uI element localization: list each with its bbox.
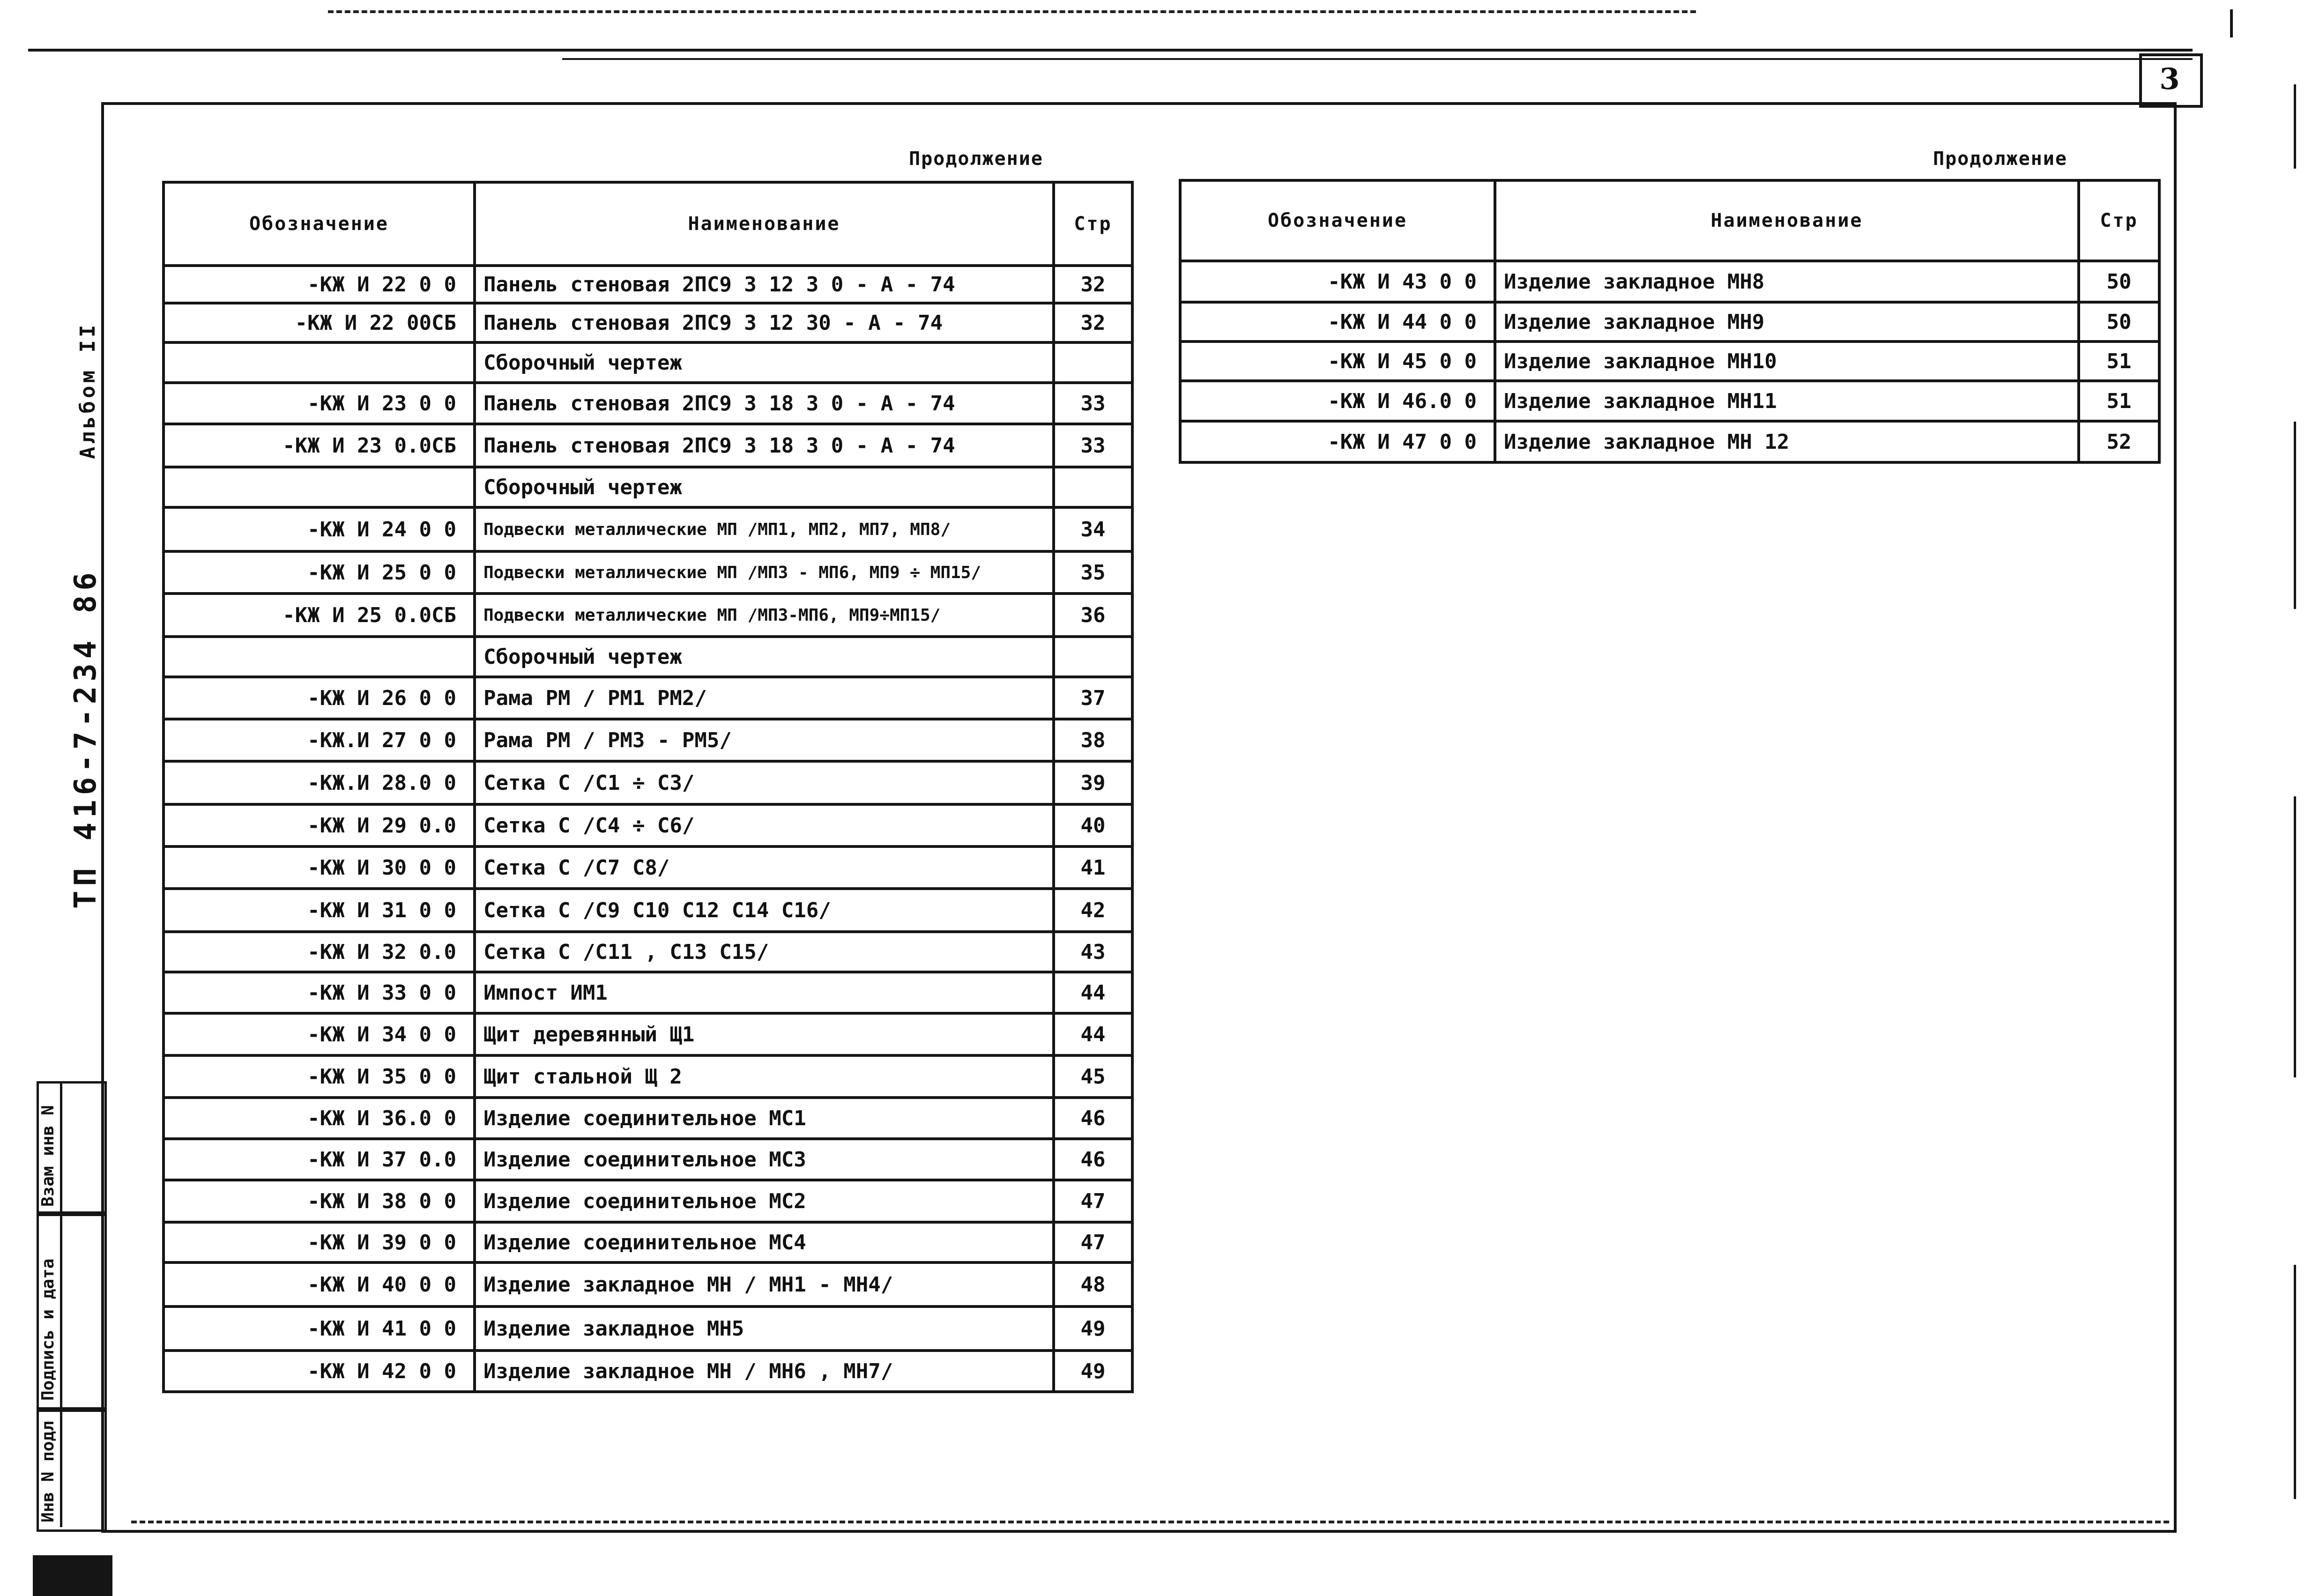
row-page: 38 — [1054, 719, 1132, 761]
row-code: -КЖ И 24 0 0 — [164, 507, 475, 551]
row-page: 43 — [1054, 932, 1132, 972]
row-code: -КЖ И 23 0.0СБ — [164, 424, 475, 467]
row-page: 51 — [2079, 381, 2159, 421]
row-page: 44 — [1054, 972, 1132, 1013]
row-name: Панель стеновая 2ПС9 3 18 3 0 - А - 74 — [475, 424, 1054, 467]
row-code — [164, 342, 475, 383]
row-code: -КЖ.И 27 0 0 — [164, 719, 475, 761]
row-code: -КЖ И 31 0 0 — [164, 889, 475, 932]
table-row — [164, 1180, 1132, 1222]
row-page: 36 — [1054, 594, 1132, 637]
table-row — [164, 637, 1132, 677]
row-page: 48 — [1054, 1262, 1132, 1306]
row-code: -КЖ И 40 0 0 — [164, 1262, 475, 1306]
row-code: -КЖ И 32 0.0 — [164, 932, 475, 972]
row-name: Изделие закладное МН10 — [1495, 341, 2079, 381]
row-code: -КЖ И 30 0 0 — [164, 846, 475, 889]
row-page: 37 — [1054, 677, 1132, 719]
row-page: 32 — [1054, 266, 1132, 303]
row-code: -КЖ И 29 0.0 — [164, 804, 475, 846]
row-page: 52 — [2079, 421, 2159, 462]
left-register-table — [162, 181, 1134, 1393]
row-name: Изделие закладное МН / МН1 - МН4/ — [475, 1262, 1054, 1306]
row-page: 35 — [1054, 551, 1132, 594]
row-name: Сетка С /С4 ÷ С6/ — [475, 804, 1054, 846]
row-page — [1054, 637, 1132, 677]
row-name: Сетка С /С7 С8/ — [475, 846, 1054, 889]
left-continuation-label: Продолжение — [909, 148, 1043, 170]
row-name: Изделие закладное МН9 — [1495, 302, 2079, 341]
header-code: Обозначение — [164, 182, 475, 266]
table-row — [164, 677, 1132, 719]
top-rule-2 — [562, 58, 2193, 60]
row-name: Подвески металлические МП /МП3 - МП6, МП9 ÷ МП15/ — [475, 551, 1054, 594]
row-page: 50 — [2079, 261, 2159, 302]
row-code: -КЖ И 43 0 0 — [1180, 261, 1495, 302]
row-code: -КЖ И 26 0 0 — [164, 677, 475, 719]
right-table-body — [1180, 261, 2159, 462]
row-code — [164, 637, 475, 677]
row-name: Изделие закладное МН5 — [475, 1306, 1054, 1351]
row-code: -КЖ И 39 0 0 — [164, 1222, 475, 1262]
table-row — [1180, 341, 2159, 381]
row-name: Изделие соединительное МС1 — [475, 1098, 1054, 1139]
row-code: -КЖ И 34 0 0 — [164, 1013, 475, 1055]
row-name: Сборочный чертеж — [475, 342, 1054, 383]
margin-mark — [2294, 422, 2296, 609]
row-code: -КЖ И 44 0 0 — [1180, 302, 1495, 341]
table-row — [164, 1262, 1132, 1306]
row-name: Подвески металлические МП /МП3-МП6, МП9÷МП15/ — [475, 594, 1054, 637]
row-page: 51 — [2079, 341, 2159, 381]
black-corner-block — [33, 1555, 112, 1596]
row-code: -КЖ И 42 0 0 — [164, 1351, 475, 1392]
table-row — [164, 424, 1132, 467]
project-code: ТП 416-7-234 86 — [68, 568, 103, 909]
table-row — [164, 507, 1132, 551]
row-code: -КЖ И 25 0 0 — [164, 551, 475, 594]
row-name: Сборочный чертеж — [475, 467, 1054, 507]
table-row — [164, 266, 1132, 303]
row-name: Сетка С /С9 С10 С12 С14 С16/ — [475, 889, 1054, 932]
table-row — [1180, 381, 2159, 421]
table-row — [164, 761, 1132, 804]
row-name: Щит деревянный Щ1 — [475, 1013, 1054, 1055]
stamp-vzam-inv: Взам инв N — [38, 1105, 58, 1207]
row-name: Изделие закладное МН 12 — [1495, 421, 2079, 462]
table-row — [164, 1139, 1132, 1180]
row-page: 33 — [1054, 424, 1132, 467]
header-page: Стр — [1054, 182, 1132, 266]
margin-mark — [2294, 796, 2296, 1077]
row-name: Изделие закладное МН11 — [1495, 381, 2079, 421]
table-row — [164, 846, 1132, 889]
table-row — [164, 1013, 1132, 1055]
row-code — [164, 467, 475, 507]
row-page — [1054, 467, 1132, 507]
row-name: Изделие соединительное МС3 — [475, 1139, 1054, 1180]
row-page: 33 — [1054, 383, 1132, 424]
table-row — [164, 1351, 1132, 1392]
page-number: 3 — [2159, 61, 2180, 96]
row-name: Сборочный чертеж — [475, 637, 1054, 677]
row-page: 49 — [1054, 1351, 1132, 1392]
table-row — [164, 804, 1132, 846]
header-name: Наименование — [475, 182, 1054, 266]
row-code: -КЖ И 25 0.0СБ — [164, 594, 475, 637]
row-code: -КЖ И 47 0 0 — [1180, 421, 1495, 462]
table-row — [164, 889, 1132, 932]
row-name: Изделие соединительное МС4 — [475, 1222, 1054, 1262]
margin-mark — [2230, 9, 2233, 37]
top-dashed-line — [328, 10, 1696, 13]
right-continuation-label: Продолжение — [1933, 148, 2067, 170]
row-name: Рама РМ / РМ3 - РМ5/ — [475, 719, 1054, 761]
row-page: 47 — [1054, 1180, 1132, 1222]
table-row — [164, 594, 1132, 637]
row-code: -КЖ.И 28.0 0 — [164, 761, 475, 804]
header-code: Обозначение — [1180, 180, 1495, 261]
row-code: -КЖ И 38 0 0 — [164, 1180, 475, 1222]
row-code: -КЖ И 22 0 0 — [164, 266, 475, 303]
row-name: Сетка С /С11 , С13 С15/ — [475, 932, 1054, 972]
row-name: Сетка С /С1 ÷ С3/ — [475, 761, 1054, 804]
row-name: Изделие закладное МН / МН6 , МН7/ — [475, 1351, 1054, 1392]
margin-mark — [2294, 1265, 2296, 1499]
row-page: 46 — [1054, 1139, 1132, 1180]
table-row — [164, 383, 1132, 424]
left-table-body — [164, 266, 1132, 1392]
stamp-podpis-data: Подпись и дата — [38, 1258, 58, 1401]
table-row — [1180, 302, 2159, 341]
row-page: 41 — [1054, 846, 1132, 889]
table-row — [164, 1306, 1132, 1351]
row-name: Панель стеновая 2ПС9 3 12 30 - А - 74 — [475, 303, 1054, 342]
header-page: Стр — [2079, 180, 2159, 261]
header-name: Наименование — [1495, 180, 2079, 261]
table-row — [164, 932, 1132, 972]
table-row — [164, 1098, 1132, 1139]
row-page: 39 — [1054, 761, 1132, 804]
row-name: Изделие соединительное МС2 — [475, 1180, 1054, 1222]
row-name: Панель стеновая 2ПС9 3 18 3 0 - А - 74 — [475, 383, 1054, 424]
table-row — [164, 719, 1132, 761]
album-label: Альбом II — [76, 322, 100, 459]
row-page — [1054, 342, 1132, 383]
row-code: -КЖ И 45 0 0 — [1180, 341, 1495, 381]
row-code: -КЖ И 41 0 0 — [164, 1306, 475, 1351]
row-code: -КЖ И 33 0 0 — [164, 972, 475, 1013]
row-name: Щит стальной Щ 2 — [475, 1055, 1054, 1098]
row-page: 50 — [2079, 302, 2159, 341]
table-row — [164, 1222, 1132, 1262]
row-name: Панель стеновая 2ПС9 3 12 3 0 - А - 74 — [475, 266, 1054, 303]
row-page: 49 — [1054, 1306, 1132, 1351]
table-row — [164, 342, 1132, 383]
row-code: -КЖ И 46.0 0 — [1180, 381, 1495, 421]
table-row — [164, 303, 1132, 342]
table-row — [164, 467, 1132, 507]
row-page: 34 — [1054, 507, 1132, 551]
top-rule — [28, 49, 2193, 52]
table-row — [164, 972, 1132, 1013]
row-page: 46 — [1054, 1098, 1132, 1139]
row-code: -КЖ И 37 0.0 — [164, 1139, 475, 1180]
row-page: 42 — [1054, 889, 1132, 932]
table-row — [1180, 421, 2159, 462]
stamp-inner-line — [60, 1081, 62, 1527]
row-code: -КЖ И 22 00СБ — [164, 303, 475, 342]
row-name: Изделие закладное МН8 — [1495, 261, 2079, 302]
table-row — [164, 1055, 1132, 1098]
row-code: -КЖ И 23 0 0 — [164, 383, 475, 424]
row-page: 45 — [1054, 1055, 1132, 1098]
row-page: 47 — [1054, 1222, 1132, 1262]
table-row — [1180, 261, 2159, 302]
row-page: 40 — [1054, 804, 1132, 846]
row-code: -КЖ И 36.0 0 — [164, 1098, 475, 1139]
row-name: Импост ИМ1 — [475, 972, 1054, 1013]
row-code: -КЖ И 35 0 0 — [164, 1055, 475, 1098]
margin-mark — [2294, 84, 2296, 169]
row-page: 32 — [1054, 303, 1132, 342]
row-name: Рама РМ / РМ1 РМ2/ — [475, 677, 1054, 719]
stamp-inv-podl: Инв N подл — [38, 1421, 58, 1522]
table-row — [164, 551, 1132, 594]
row-name: Подвески металлические МП /МП1, МП2, МП7, МП8/ — [475, 507, 1054, 551]
right-register-table — [1179, 179, 2161, 464]
row-page: 44 — [1054, 1013, 1132, 1055]
